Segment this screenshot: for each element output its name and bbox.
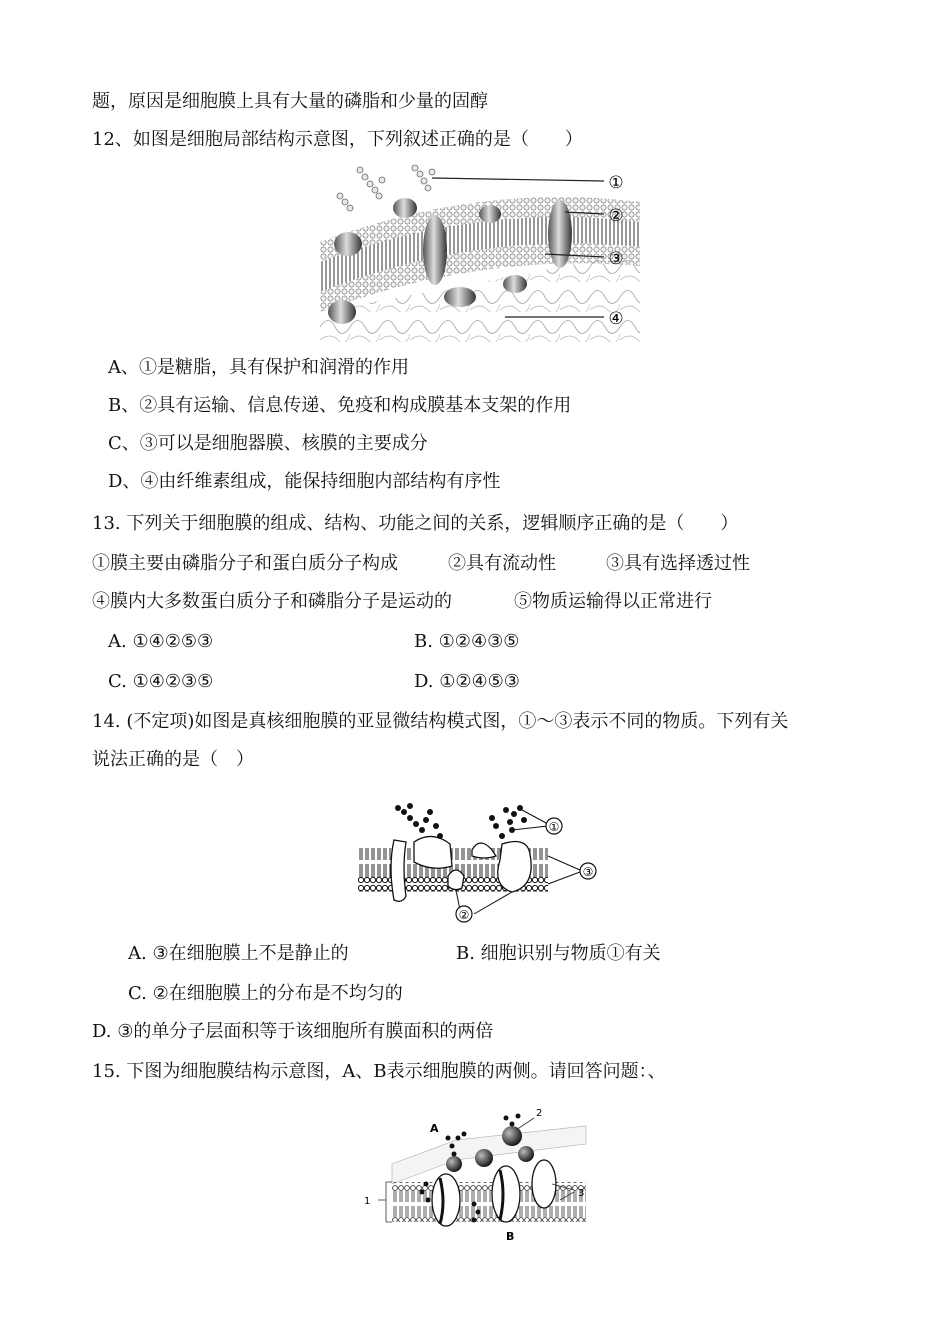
question-14-stem-cont: 说法正确的是（ ） <box>92 749 254 770</box>
question-12-stem: 12、如图是细胞局部结构示意图，下列叙述正确的是（ ） <box>92 129 583 150</box>
figure-14-label: ① <box>548 820 560 834</box>
figure-12-label: ① <box>608 173 624 193</box>
question-13-stem: 13. 下列关于细胞膜的组成、结构、功能之间的关系，逻辑顺序正确的是（ ） <box>92 513 739 534</box>
figure-15-label-2: 2 <box>536 1108 543 1119</box>
q13-statement-4: ④膜内大多数蛋白质分子和磷脂分子是运动的 <box>92 591 452 612</box>
figure-12-label: ③ <box>608 249 624 269</box>
q13-statement-1: ①膜主要由磷脂分子和蛋白质分子构成 <box>92 553 398 574</box>
figure-14-membrane-diagram <box>352 796 602 926</box>
q13-statement-3: ③具有选择透过性 <box>606 553 750 574</box>
figure-15-label-a: A <box>430 1122 439 1135</box>
question-14-stem: 14. (不定项)如图是真核细胞膜的亚显微结构模式图，①～③表示不同的物质。下列有关 <box>92 711 789 732</box>
q12-option-c[interactable]: C、③可以是细胞器膜、核膜的主要成分 <box>108 433 428 454</box>
q12-option-a[interactable]: A、①是糖脂，具有保护和润滑的作用 <box>108 357 409 378</box>
q13-statement-2: ②具有流动性 <box>448 553 556 574</box>
q13-option-c[interactable]: C. ①④②③⑤ <box>108 671 214 692</box>
figure-15-membrane-diagram <box>356 1104 596 1244</box>
q14-option-b[interactable]: B. 细胞识别与物质①有关 <box>456 943 661 964</box>
q12-option-b[interactable]: B、②具有运输、信息传递、免疫和构成膜基本支架的作用 <box>108 395 572 416</box>
figure-15-label-b: B <box>506 1230 515 1243</box>
q13-option-b[interactable]: B. ①②④③⑤ <box>414 631 520 652</box>
q12-option-d[interactable]: D、④由纤维素组成，能保持细胞内部结构有序性 <box>108 471 501 492</box>
figure-12-membrane-illustration <box>320 162 640 342</box>
figure-12-label: ② <box>608 206 624 226</box>
figure-15-label-1: 1 <box>364 1196 371 1207</box>
q13-option-a[interactable]: A. ①④②⑤③ <box>108 631 214 652</box>
question-15-stem: 15. 下图为细胞膜结构示意图，A、B表示细胞膜的两侧。请回答问题：、 <box>92 1061 666 1082</box>
figure-14-label: ③ <box>582 865 594 879</box>
figure-14-label: ② <box>458 908 470 922</box>
q13-statement-5: ⑤物质运输得以正常进行 <box>514 591 712 612</box>
q14-option-d[interactable]: D. ③的单分子层面积等于该细胞所有膜面积的两倍 <box>92 1021 494 1042</box>
text-line: 题，原因是细胞膜上具有大量的磷脂和少量的固醇 <box>92 91 488 112</box>
figure-12-label: ④ <box>608 309 624 329</box>
q13-option-d[interactable]: D. ①②④⑤③ <box>414 671 520 692</box>
q14-option-a[interactable]: A. ③在细胞膜上不是静止的 <box>128 943 349 964</box>
q14-option-c[interactable]: C. ②在细胞膜上的分布是不均匀的 <box>128 983 403 1004</box>
figure-15-label-3: 3 <box>578 1188 585 1199</box>
